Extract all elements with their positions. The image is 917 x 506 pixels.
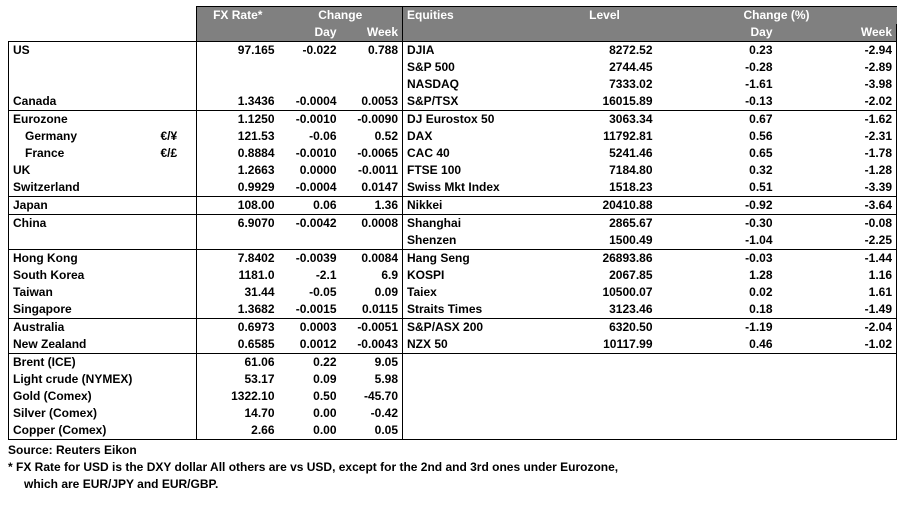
row-fx-day: -0.0042 (279, 215, 341, 233)
row-fx-week (341, 59, 403, 76)
row-label: Australia (9, 319, 157, 337)
row-equity-day: -1.61 (745, 77, 773, 91)
table-row (9, 128, 897, 145)
table-row (9, 197, 897, 215)
row-fx-rate: 121.53 (197, 128, 279, 145)
table-row (9, 145, 897, 162)
table-body (9, 7, 897, 440)
row-pair (157, 388, 197, 405)
row-fx-rate: 14.70 (197, 405, 279, 422)
row-fx-week: -0.0011 (357, 163, 399, 177)
row-equity-day: 0.65 (749, 146, 773, 160)
row-equity-week: -2.89 (777, 59, 897, 76)
row-fx-day: -2.1 (315, 268, 337, 282)
row-fx-day: 0.09 (313, 372, 337, 386)
row-fx-week: 0.788 (341, 42, 403, 60)
row-fx-week: 0.0084 (341, 250, 403, 268)
row-equity-name: FTSE 100 (403, 162, 553, 179)
row-equity-week (777, 354, 897, 372)
row-fx-week: -0.42 (370, 406, 399, 420)
row-equity-day: -0.92 (657, 197, 777, 215)
row-label: Japan (9, 197, 157, 215)
row-label: New Zealand (9, 336, 157, 354)
row-fx-rate: 2.66 (197, 422, 279, 440)
row-fx-rate (197, 76, 279, 93)
table-header-row-1 (9, 7, 897, 25)
row-equity-day: 0.56 (749, 129, 773, 143)
row-equity-week: -2.04 (777, 319, 897, 337)
row-equity-day: 0.18 (749, 302, 773, 316)
row-fx-week: 0.0115 (361, 302, 399, 316)
row-fx-week: -0.0043 (357, 337, 399, 351)
row-equity-level: 20410.88 (553, 197, 657, 215)
row-equity-name: KOSPI (403, 267, 553, 284)
row-equity-level: 26893.86 (553, 250, 657, 268)
row-fx-week: -0.0090 (341, 111, 403, 129)
table-row (9, 111, 897, 129)
row-fx-week: 1.36 (341, 197, 403, 215)
row-equity-level: 1500.49 (609, 233, 653, 247)
row-equity-name (403, 405, 553, 422)
row-fx-day: -0.0039 (279, 250, 341, 268)
row-equity-week: -1.02 (777, 336, 897, 354)
table-row (9, 371, 897, 388)
row-fx-week: 0.52 (374, 129, 399, 143)
row-fx-day: -0.0010 (279, 111, 341, 129)
row-equity-week: -1.28 (777, 162, 897, 179)
row-label: South Korea (9, 267, 157, 284)
row-label: Germany (9, 128, 157, 145)
row-label: Brent (ICE) (9, 354, 157, 372)
row-pair (157, 232, 197, 250)
row-equity-week: -2.02 (777, 93, 897, 111)
row-label: Light crude (NYMEX) (9, 371, 157, 388)
row-fx-day: 0.22 (279, 354, 341, 372)
row-equity-name: DJIA (403, 42, 553, 60)
row-equity-day: -0.03 (657, 250, 777, 268)
row-pair (157, 197, 197, 215)
row-fx-rate: 1.3682 (197, 301, 279, 319)
row-fx-rate: 0.6585 (197, 336, 279, 354)
row-equity-day: -0.13 (745, 94, 773, 108)
row-equity-week: -3.98 (777, 76, 897, 93)
row-equity-week: -2.25 (777, 232, 897, 250)
header-fx-week: Week (341, 24, 403, 42)
row-equity-week: 1.16 (777, 267, 897, 284)
row-fx-day: -0.022 (279, 42, 341, 60)
table-row (9, 422, 897, 440)
table-row (9, 76, 897, 93)
row-equity-level (553, 371, 657, 388)
header-fx-day: Day (279, 24, 341, 42)
table-row (9, 405, 897, 422)
row-equity-day: 0.51 (749, 180, 773, 194)
header-change-pct: Change (%) (657, 7, 897, 25)
row-pair (157, 267, 197, 284)
row-label: Taiwan (9, 284, 157, 301)
row-fx-rate: 1.2663 (197, 162, 279, 179)
row-fx-rate: 97.165 (197, 42, 279, 60)
row-label: France (9, 145, 157, 162)
row-equity-day: 0.02 (749, 285, 773, 299)
row-equity-level: 10117.99 (553, 336, 657, 354)
row-equity-level (553, 354, 657, 372)
row-fx-day: 0.0003 (279, 319, 341, 337)
row-label: Copper (Comex) (9, 422, 157, 440)
row-equity-week (777, 388, 897, 405)
table-row (9, 232, 897, 250)
row-fx-day: -0.0004 (295, 180, 337, 194)
row-pair: €/¥ (160, 129, 178, 143)
row-equity-name: DAX (403, 128, 553, 145)
row-fx-day: 0.50 (313, 389, 337, 403)
row-equity-week: -2.94 (777, 42, 897, 60)
row-equity-level: 2865.67 (553, 215, 657, 233)
row-pair: €/£ (160, 146, 178, 160)
row-equity-name: Nikkei (403, 197, 553, 215)
row-fx-week: 9.05 (341, 354, 403, 372)
row-fx-rate: 0.6973 (197, 319, 279, 337)
row-equity-level: 6320.50 (553, 319, 657, 337)
table-row (9, 267, 897, 284)
row-label: Gold (Comex) (9, 388, 157, 405)
row-fx-week: -45.70 (363, 389, 399, 403)
row-equity-level: 3063.34 (553, 111, 657, 129)
row-fx-week (341, 232, 403, 250)
row-pair (157, 354, 197, 372)
row-fx-rate: 53.17 (197, 371, 279, 388)
row-fx-day: -0.05 (309, 285, 337, 299)
table-header-row-2 (9, 24, 897, 42)
row-equity-day (657, 405, 777, 422)
row-equity-level: 3123.46 (609, 302, 653, 316)
row-equity-name (403, 371, 553, 388)
table-row (9, 179, 897, 197)
row-equity-name: Hang Seng (403, 250, 553, 268)
table-row (9, 42, 897, 60)
row-fx-rate (197, 59, 279, 76)
row-equity-day: 0.23 (657, 42, 777, 60)
row-label: Hong Kong (9, 250, 157, 268)
header-equities: Equities (403, 7, 553, 25)
row-label: Canada (9, 93, 157, 111)
row-label: Switzerland (9, 179, 157, 197)
row-fx-rate: 108.00 (197, 197, 279, 215)
table-row (9, 215, 897, 233)
row-fx-day: 0.00 (313, 406, 337, 420)
market-data-sheet (0, 6, 917, 506)
row-equity-name: DJ Eurostox 50 (403, 111, 553, 129)
row-pair (157, 42, 197, 60)
row-pair (157, 215, 197, 233)
row-equity-level: 7184.80 (609, 163, 653, 177)
row-equity-level: 16015.89 (602, 94, 653, 108)
row-fx-day: -0.0015 (295, 302, 337, 316)
row-pair (157, 319, 197, 337)
table-row (9, 59, 897, 76)
source-note: Source: Reuters Eikon (8, 443, 137, 457)
row-pair (157, 59, 197, 76)
table-row (9, 336, 897, 354)
table-row (9, 284, 897, 301)
row-equity-name: NZX 50 (403, 336, 553, 354)
row-fx-rate: 1181.0 (197, 267, 279, 284)
row-equity-week (777, 371, 897, 388)
header-blank-pair (157, 7, 197, 25)
row-equity-week: -3.39 (777, 179, 897, 197)
row-equity-day (657, 422, 777, 440)
row-equity-level (553, 422, 657, 440)
row-equity-week: -3.64 (777, 197, 897, 215)
table-row (9, 301, 897, 319)
row-equity-name: Shenzen (403, 232, 553, 250)
row-fx-rate: 0.9929 (197, 179, 279, 197)
row-fx-rate: 61.06 (197, 354, 279, 372)
header-eq-week: Week (777, 24, 897, 42)
row-fx-day (279, 76, 341, 93)
row-equity-day (657, 388, 777, 405)
row-pair (157, 336, 197, 354)
row-fx-rate: 0.8884 (197, 145, 279, 162)
row-equity-name: Taiex (403, 284, 553, 301)
row-equity-week: 1.61 (777, 284, 897, 301)
row-fx-week (341, 76, 403, 93)
row-equity-level (553, 405, 657, 422)
header-eq-day: Day (657, 24, 777, 42)
row-equity-day (657, 354, 777, 372)
row-equity-week (777, 405, 897, 422)
row-fx-rate: 6.9070 (197, 215, 279, 233)
row-equity-name (403, 388, 553, 405)
row-pair (157, 301, 197, 319)
row-fx-week: 0.05 (341, 422, 403, 440)
row-fx-rate: 1.1250 (197, 111, 279, 129)
row-equity-level: 11792.81 (603, 129, 653, 143)
header2-blank-rate (197, 24, 279, 42)
row-fx-day: -0.06 (309, 129, 337, 143)
row-equity-week (777, 422, 897, 440)
row-label (9, 232, 157, 250)
row-equity-level: 1518.23 (609, 180, 653, 194)
row-label (9, 76, 157, 93)
row-equity-level: 7333.02 (609, 77, 653, 91)
row-equity-week: -1.78 (777, 145, 897, 162)
row-equity-week: -0.08 (777, 215, 897, 233)
row-pair (157, 422, 197, 440)
row-equity-name: Straits Times (403, 301, 553, 319)
row-fx-day: 0.00 (279, 422, 341, 440)
row-equity-level: 10500.07 (602, 285, 653, 299)
row-fx-week: 0.0008 (341, 215, 403, 233)
row-equity-day (657, 371, 777, 388)
row-fx-day (279, 232, 341, 250)
table-row (9, 354, 897, 372)
row-fx-day: -0.0004 (295, 94, 337, 108)
row-fx-week: 0.09 (374, 285, 399, 299)
row-fx-day (279, 59, 341, 76)
row-pair (157, 93, 197, 111)
row-fx-rate: 7.8402 (197, 250, 279, 268)
row-equity-level: 8272.52 (553, 42, 657, 60)
row-pair (157, 111, 197, 129)
row-pair (157, 162, 197, 179)
header-change: Change (279, 7, 403, 25)
row-equity-name: S&P/ASX 200 (403, 319, 553, 337)
table-row (9, 250, 897, 268)
row-equity-name (403, 354, 553, 372)
row-equity-week: -1.62 (777, 111, 897, 129)
header2-blank-label (9, 24, 157, 42)
table-row (9, 388, 897, 405)
table-row (9, 162, 897, 179)
row-equity-day: -0.30 (657, 215, 777, 233)
row-equity-level (553, 388, 657, 405)
row-fx-week: 0.0147 (361, 180, 399, 194)
row-label: Eurozone (9, 111, 157, 129)
row-pair (157, 405, 197, 422)
header-blank-label (9, 7, 157, 25)
row-fx-week: -0.0051 (341, 319, 403, 337)
row-equity-week: -1.49 (777, 301, 897, 319)
row-fx-week: -0.0065 (357, 146, 399, 160)
row-fx-day: 0.06 (279, 197, 341, 215)
row-fx-day: 0.0000 (299, 163, 337, 177)
row-fx-week: 5.98 (374, 372, 399, 386)
row-equity-day: -1.19 (657, 319, 777, 337)
header2-blank-pair (157, 24, 197, 42)
row-equity-level: 2744.45 (609, 60, 653, 74)
row-label: US (9, 42, 157, 60)
row-fx-rate: 1322.10 (197, 388, 279, 405)
row-fx-rate: 31.44 (197, 284, 279, 301)
row-fx-day: 0.0012 (299, 337, 337, 351)
row-fx-day: -0.0010 (295, 146, 337, 160)
row-fx-week: 6.9 (381, 268, 399, 282)
row-pair (157, 76, 197, 93)
row-equity-day: 1.28 (749, 268, 773, 282)
header2-blank-level (553, 24, 657, 42)
row-equity-day: 0.67 (657, 111, 777, 129)
row-label: UK (9, 162, 157, 179)
row-pair (157, 371, 197, 388)
row-label: China (9, 215, 157, 233)
row-equity-name: Shanghai (403, 215, 553, 233)
row-label: Singapore (9, 301, 157, 319)
row-label: Silver (Comex) (9, 405, 157, 422)
row-equity-day: 0.46 (657, 336, 777, 354)
row-equity-level: 5241.46 (609, 146, 653, 160)
row-equity-week: -1.44 (777, 250, 897, 268)
row-pair (157, 284, 197, 301)
table-row (9, 93, 897, 111)
row-pair (157, 179, 197, 197)
market-data-table (8, 6, 897, 440)
row-label (9, 59, 157, 76)
header-fx-rate: FX Rate* (197, 7, 279, 25)
fx-rate-note: * FX Rate for USD is the DXY dollar All others are vs USD, except for the 2nd and 3rd ones under Eurozone, (8, 460, 619, 474)
row-fx-rate: 1.3436 (197, 93, 279, 111)
row-equity-name: NASDAQ (403, 76, 553, 93)
row-equity-name: S&P/TSX (403, 93, 553, 111)
fx-rate-note-cont: which are EUR/JPY and EUR/GBP. (24, 477, 219, 491)
table-footer (8, 442, 917, 493)
table-row (9, 319, 897, 337)
row-equity-name (403, 422, 553, 440)
row-equity-day: -1.04 (745, 233, 773, 247)
row-equity-week: -2.31 (777, 128, 897, 145)
row-fx-week: 0.0053 (361, 94, 399, 108)
row-equity-name: Swiss Mkt Index (403, 179, 553, 197)
row-fx-rate (197, 232, 279, 250)
row-pair (157, 250, 197, 268)
row-equity-day: -0.28 (745, 60, 773, 74)
row-equity-day: 0.32 (749, 163, 773, 177)
row-equity-name: CAC 40 (403, 145, 553, 162)
header2-blank-eq (403, 24, 553, 42)
row-equity-name: S&P 500 (403, 59, 553, 76)
header-level: Level (553, 7, 657, 25)
row-equity-level: 2067.85 (609, 268, 653, 282)
